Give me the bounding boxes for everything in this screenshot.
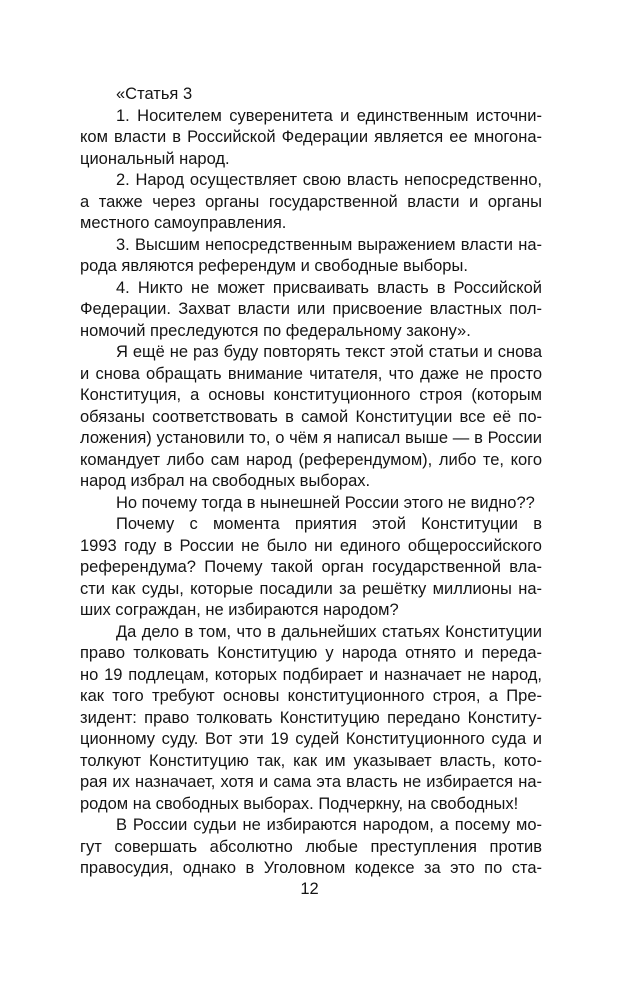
- text-line: ком власти в Российской Федерации является ее многона-: [80, 128, 542, 146]
- text-line: Да дело в том, что в дальнейших статьях Конституции: [116, 622, 542, 641]
- paragraph: [80, 815, 542, 880]
- text-line: право толковать Конституцию у народа отнято и переда-: [80, 644, 542, 662]
- text-line: 1993 году в России не было ни единого общероссийского: [80, 536, 542, 555]
- text-line: но 19 подлецам, которых подбирает и назначает не народ,: [80, 665, 542, 684]
- text-line: номочий преследуются по федеральному закону».: [80, 321, 471, 340]
- text-line: народ избрал на свободных выборах.: [80, 472, 371, 490]
- paragraph: [80, 278, 542, 343]
- text-line: референдума? Почему такой орган государственной вла-: [80, 558, 542, 576]
- paragraph: [80, 342, 542, 493]
- paragraph: [80, 235, 542, 278]
- text-line: «Статья 3: [116, 85, 193, 103]
- text-line: В России судьи не избираются народом, а посему мо-: [116, 816, 542, 834]
- text-line: сти как суды, которые посадили за решётку миллионы на-: [80, 579, 542, 598]
- page-body-text: [80, 84, 542, 880]
- text-line: циональный народ.: [80, 149, 230, 168]
- paragraph: [80, 170, 542, 235]
- paragraph: [80, 84, 542, 106]
- text-line: ционному суду. Вот эти 19 судей Конституционного суда и: [80, 730, 542, 748]
- text-line: 3. Высшим непосредственным выражением власти на-: [116, 235, 542, 254]
- paragraph: [80, 514, 542, 622]
- text-line: обязаны соответствовать в самой Конституции все её по-: [80, 407, 542, 426]
- text-line: как того требуют основы конституционного строя, а Пре-: [80, 687, 542, 705]
- text-line: Конституция, а основы конституционного строя (которым: [80, 386, 542, 404]
- text-line: и снова обращать внимание читателя, что даже не просто: [80, 364, 542, 383]
- text-line: рода являются референдум и свободные выборы.: [80, 257, 468, 275]
- text-line: Я ещё не раз буду повторять текст этой статьи и снова: [116, 343, 542, 361]
- text-line: толкуют Конституцию так, как им указывает власть, кото-: [80, 751, 542, 770]
- text-line: гут совершать абсолютно любые преступления против: [80, 837, 542, 856]
- text-line: рая их назначает, хотя и сама эта власть не избирается на-: [80, 773, 542, 791]
- text-line: Федерации. Захват власти или присвоение властных пол-: [80, 300, 542, 318]
- paragraph: [80, 106, 542, 171]
- text-line: ших сограждан, не избираются народом?: [80, 601, 399, 619]
- paragraph: [80, 493, 542, 515]
- text-line: правосудия, однако в Уголовном кодексе за это по ста-: [80, 859, 542, 877]
- text-line: 4. Никто не может присваивать власть в Российской: [116, 278, 542, 297]
- text-line: Почему с момента приятия этой Конституции в: [116, 515, 542, 533]
- text-line: а также через органы государственной власти и органы: [80, 192, 542, 211]
- text-line: ложения) установили то, о чём я написал выше — в России: [80, 429, 542, 447]
- text-line: местного самоуправления.: [80, 214, 287, 232]
- page-number: 12: [300, 880, 319, 898]
- text-line: 1. Носителем суверенитета и единственным источни-: [116, 106, 542, 125]
- text-line: зидент: право толковать Конституцию передано Конститу-: [80, 708, 542, 727]
- text-line: 2. Народ осуществляет свою власть непосредственно,: [116, 171, 542, 189]
- text-line: родом на свободных выборах. Подчеркну, на свободных!: [80, 794, 519, 813]
- paragraph: [80, 622, 542, 816]
- text-line: Но почему тогда в нынешней России этого не видно??: [116, 493, 535, 512]
- text-line: командует либо сам народ (референдумом), либо те, кого: [80, 450, 542, 469]
